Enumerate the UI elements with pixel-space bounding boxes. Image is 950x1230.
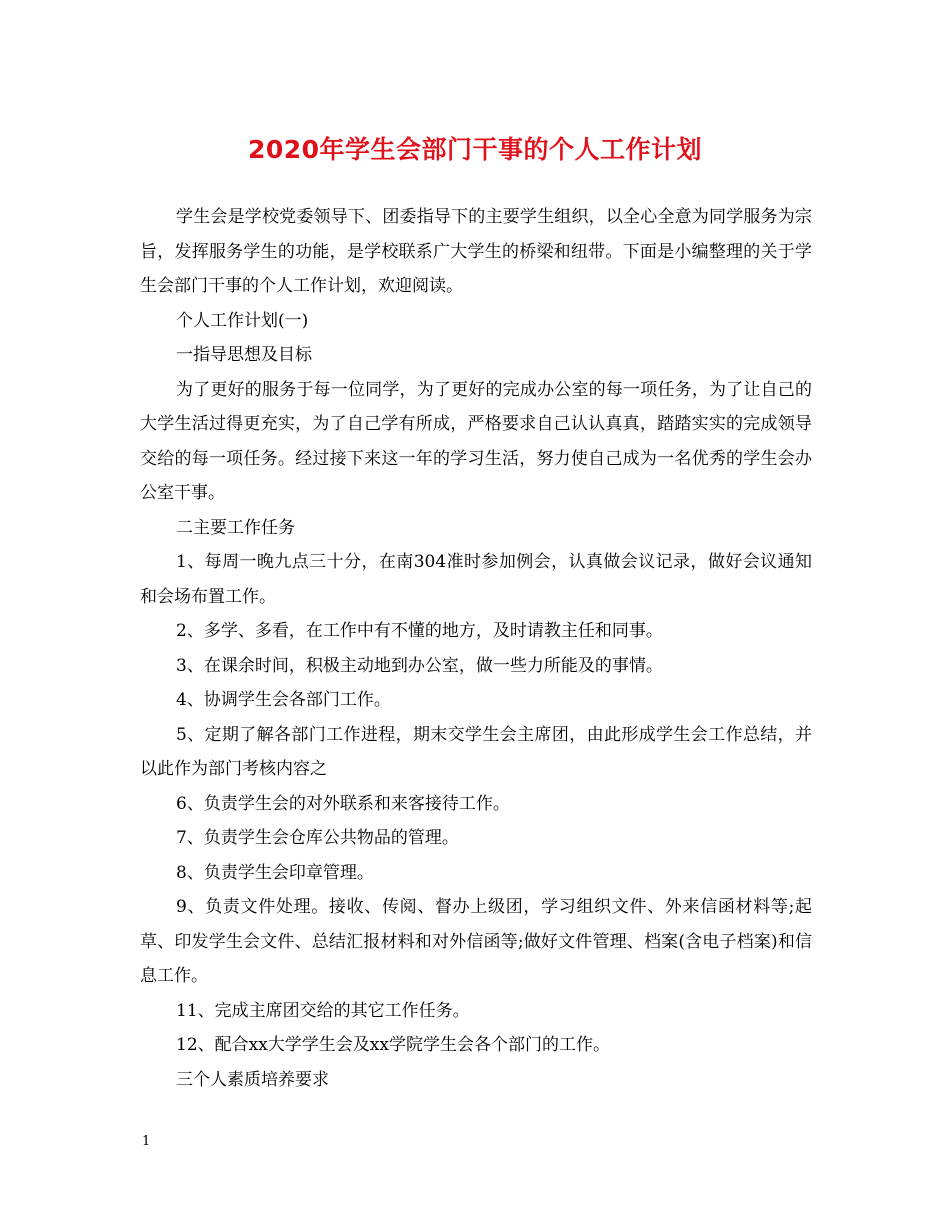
list-item-task-4: 4、协调学生会各部门工作。 [176,690,391,710]
paragraph-intro: 学生会是学校党委领导下、团委指导下的主要学生组织，以全心全意为同学服务为宗旨，发挥服务学生的功能，是学校联系广大学生的桥梁和纽带。下面是小编整理的关于学生会部门干事的个人工作计划，欢迎阅读。 [140,207,812,296]
list-item-task-1: 1、每周一晚九点三十分，在南304准时参加例会，认真做会议记录，做好会议通知和会场布置工作。 [140,552,812,607]
list-item-task-2: 2、多学、多看，在工作中有不懂的地方，及时请教主任和同事。 [176,621,663,641]
list-item-task-5: 5、定期了解各部门工作进程，期末交学生会主席团，由此形成学生会工作总结，并以此作为部门考核内容之 [140,724,812,779]
list-item-task-6: 6、负责学生会的对外联系和来客接待工作。 [176,793,510,814]
list-item-task-11: 11、完成主席团交给的其它工作任务。 [176,1000,470,1021]
list-item-task-7: 7、负责学生会仓库公共物品的管理。 [176,828,459,848]
document-body [140,200,812,1097]
section-heading-plan-one: 个人工作计划(一) [176,310,309,331]
page-number: 1 [142,1134,151,1149]
list-item-task-3: 3、在课余时间，积极主动地到办公室，做一些力所能及的事情。 [176,655,663,676]
paragraph-goals: 为了更好的服务于每一位同学，为了更好的完成办公室的每一项任务，为了让自己的大学生活过得更充实，为了自己学有所成，严格要求自己认认真真，踏踏实实的完成领导交给的每一项任务。经过接下来这一年的学习生活，努力使自己成为一名优秀的学生会办公室干事。 [140,379,812,503]
list-item-task-9: 9、负责文件处理。接收、传阅、督办上级团，学习组织文件、外来信函材料等;起草、印发学生会文件、总结汇报材料和对外信函等;做好文件管理、档案(含电子档案)和信息工作。 [140,897,812,986]
list-item-task-8: 8、负责学生会印章管理。 [176,862,374,883]
section-heading-main-tasks: 二主要工作任务 [176,517,295,538]
document-title: 2020年学生会部门干事的个人工作计划 [247,135,703,164]
list-item-task-12: 12、配合xx大学学生会及xx学院学生会各个部门的工作。 [176,1035,610,1055]
section-heading-personal-quality: 三个人素质培养要求 [176,1069,329,1090]
section-heading-guiding-ideas: 一指导思想及目标 [176,345,312,365]
